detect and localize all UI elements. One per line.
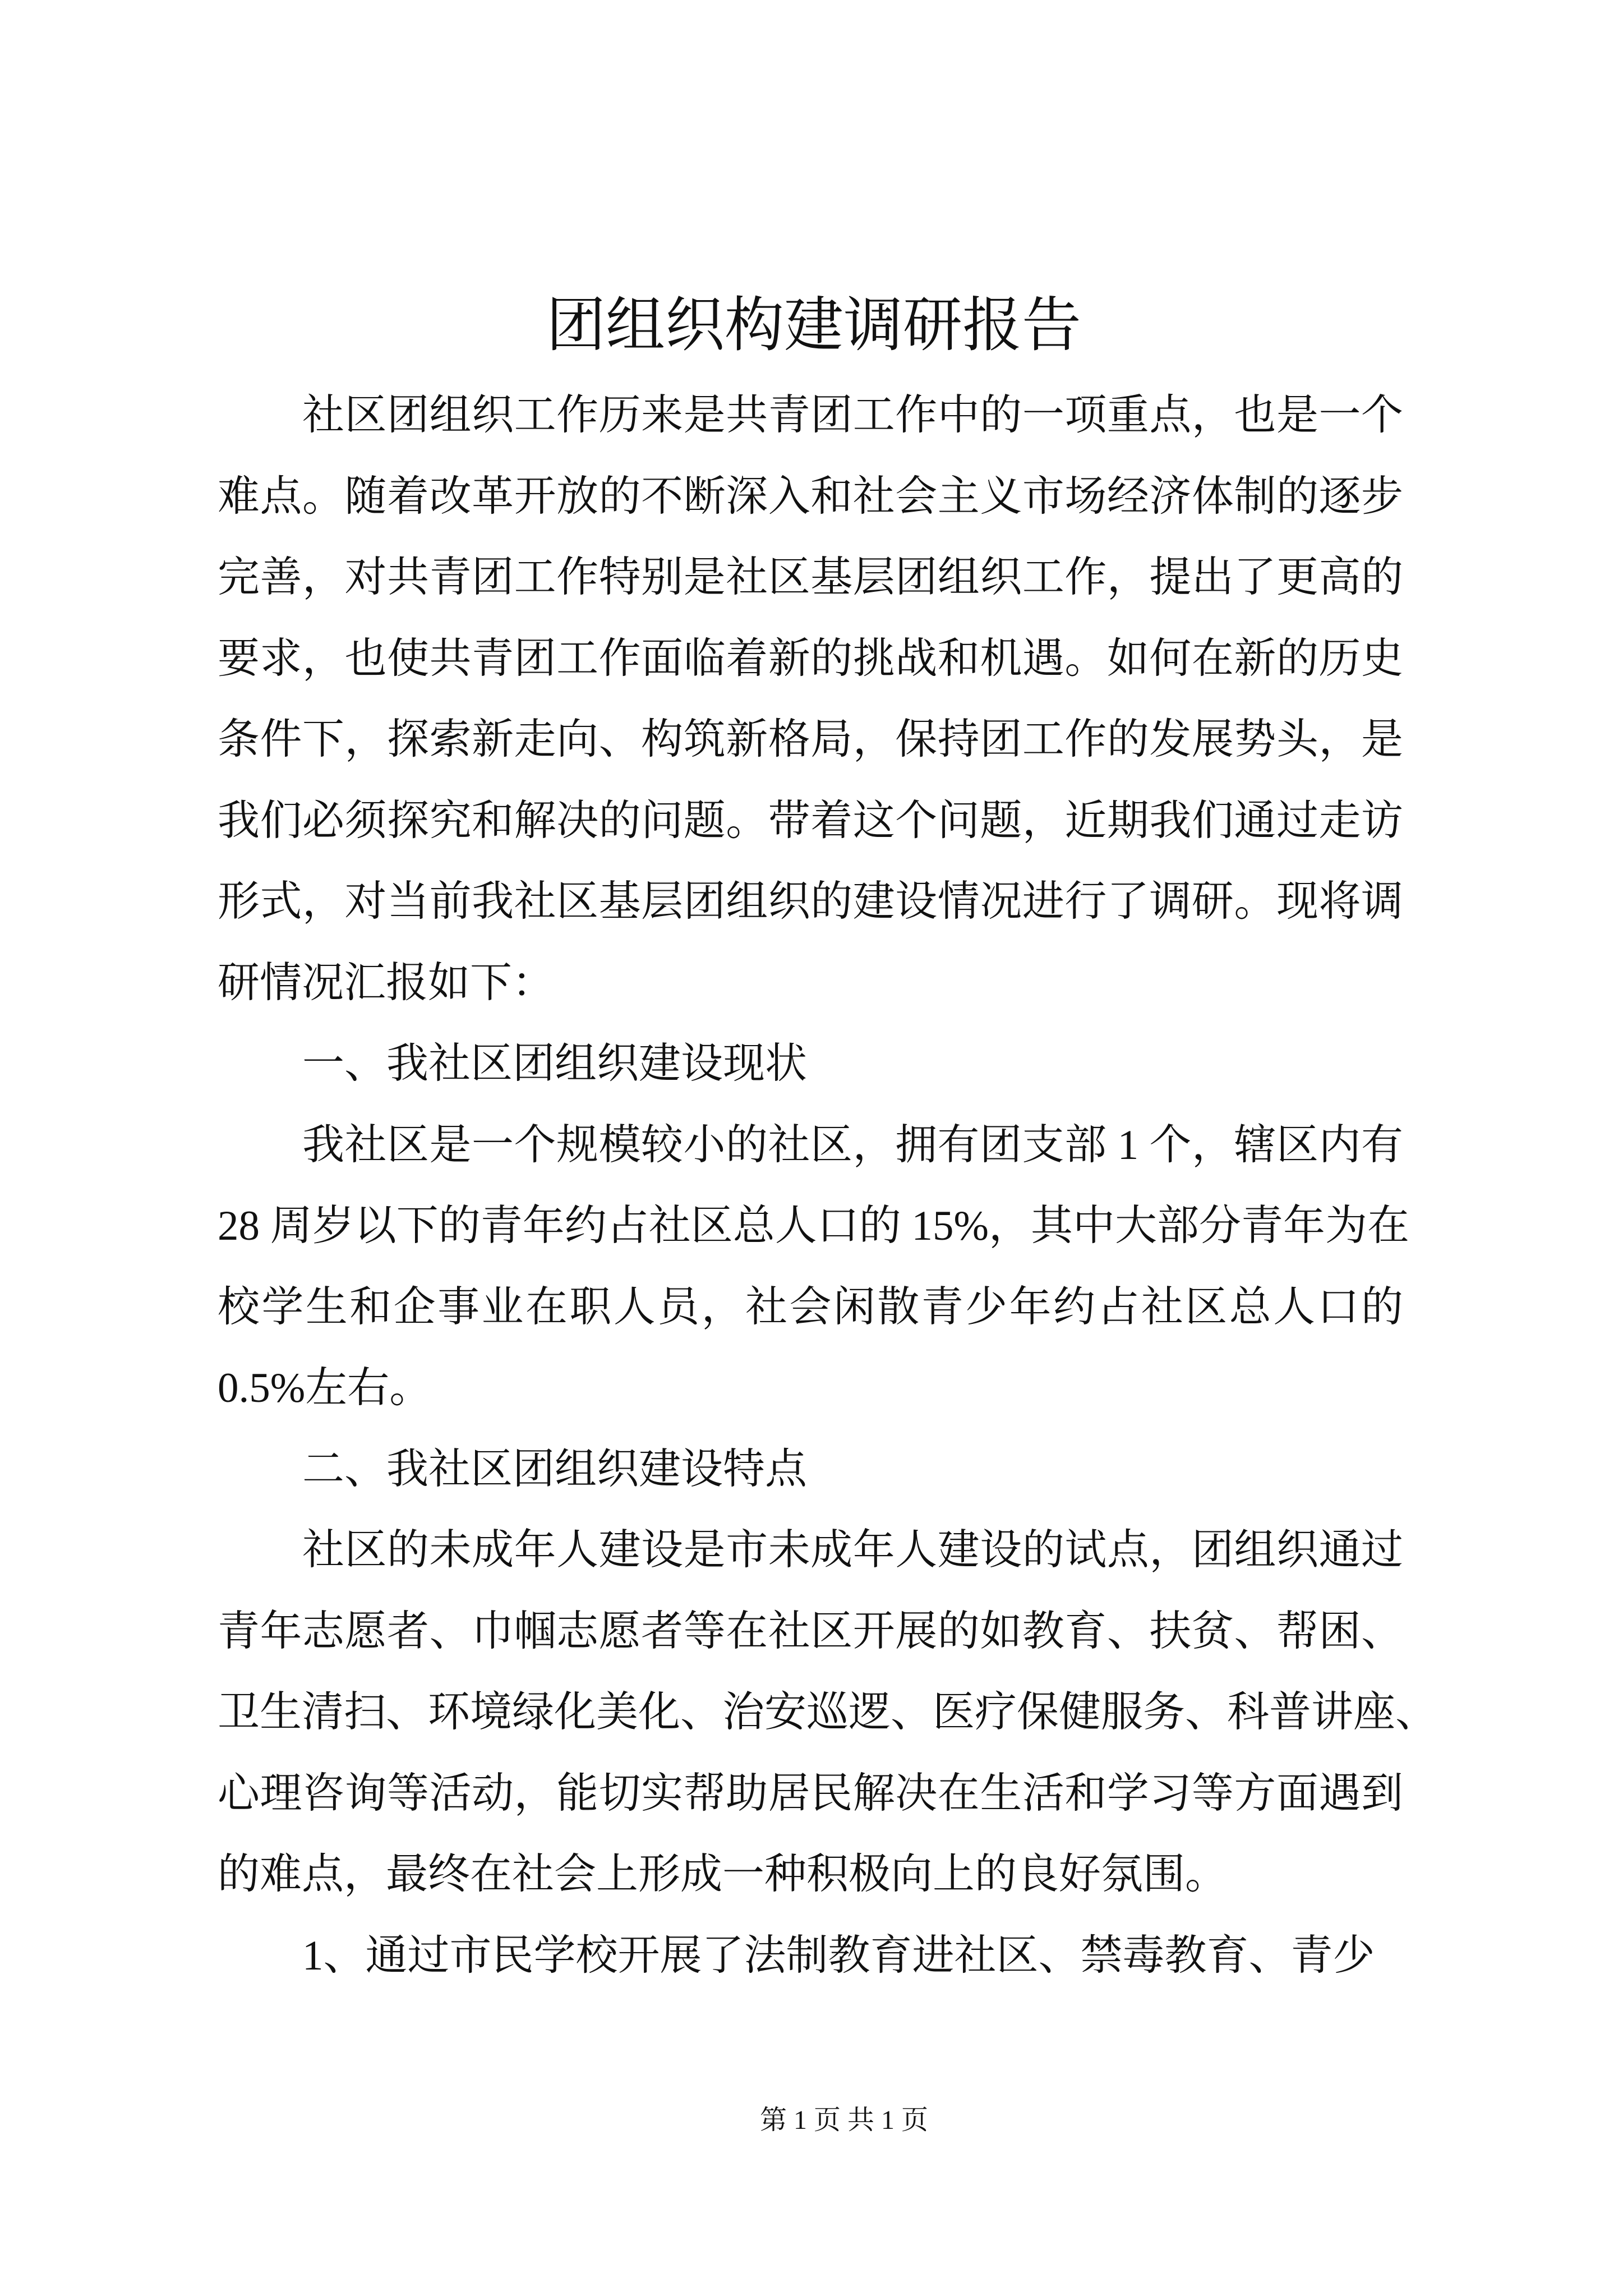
paragraph-line: 我们必须探究和解决的问题。带着这个问题，近期我们通过走访	[218, 797, 1403, 844]
paragraph-line: 心理咨询等活动，能切实帮助居民解决在生活和学习等方面遇到	[218, 1770, 1403, 1817]
paragraph-line: 要求，也使共青团工作面临着新的挑战和机遇。如何在新的历史	[218, 635, 1403, 682]
paragraph	[218, 1916, 1403, 1997]
paragraph-line: 0.5%左右。	[218, 1365, 432, 1411]
section-heading: 一、我社区团组织建设现状	[302, 1041, 808, 1087]
document-body	[218, 375, 1438, 1996]
paragraph-line: 我社区是一个规模较小的社区，拥有团支部 1 个，辖区内有	[302, 1121, 1403, 1168]
paragraph-line: 1、通过市民学校开展了法制教育进社区、禁毒教育、青少	[302, 1932, 1375, 1979]
intro-paragraph	[218, 375, 1403, 1024]
document-title: 团组织构建调研报告	[546, 293, 1081, 358]
paragraph-line: 的难点，最终在社会上形成一种积极向上的良好氛围。	[218, 1851, 1228, 1898]
paragraph-line: 研情况汇报如下：	[218, 959, 555, 1006]
section-heading: 二、我社区团组织建设特点	[302, 1446, 808, 1493]
paragraph-line: 社区团组织工作历来是共青团工作中的一项重点，也是一个	[302, 392, 1403, 439]
page-footer: 第 1 页 共 1 页	[759, 2105, 929, 2135]
paragraph-line: 校学生和企事业在职人员，社会闲散青少年约占社区总人口的	[218, 1283, 1403, 1331]
paragraph	[218, 1510, 1438, 1916]
paragraph-line: 条件下，探索新走向、构筑新格局，保持团工作的发展势头，是	[218, 716, 1403, 763]
paragraph-line: 28 周岁以下的青年约占社区总人口的 15%，其中大部分青年为在	[218, 1203, 1409, 1249]
paragraph-line: 社区的未成年人建设是市未成年人建设的试点，团组织通过	[302, 1527, 1403, 1573]
paragraph-line: 卫生清扫、环境绿化美化、治安巡逻、医疗保健服务、科普讲座、	[218, 1689, 1438, 1736]
paragraph-line: 难点。随着改革开放的不断深入和社会主义市场经济体制的逐步	[218, 473, 1403, 520]
paragraph-line: 完善，对共青团工作特别是社区基层团组织工作，提出了更高的	[218, 554, 1403, 601]
paragraph-line: 形式，对当前我社区基层团组织的建设情况进行了调研。现将调	[218, 878, 1403, 925]
paragraph-line: 青年志愿者、巾帼志愿者等在社区开展的如教育、扶贫、帮困、	[218, 1608, 1403, 1655]
paragraph	[218, 1105, 1409, 1429]
